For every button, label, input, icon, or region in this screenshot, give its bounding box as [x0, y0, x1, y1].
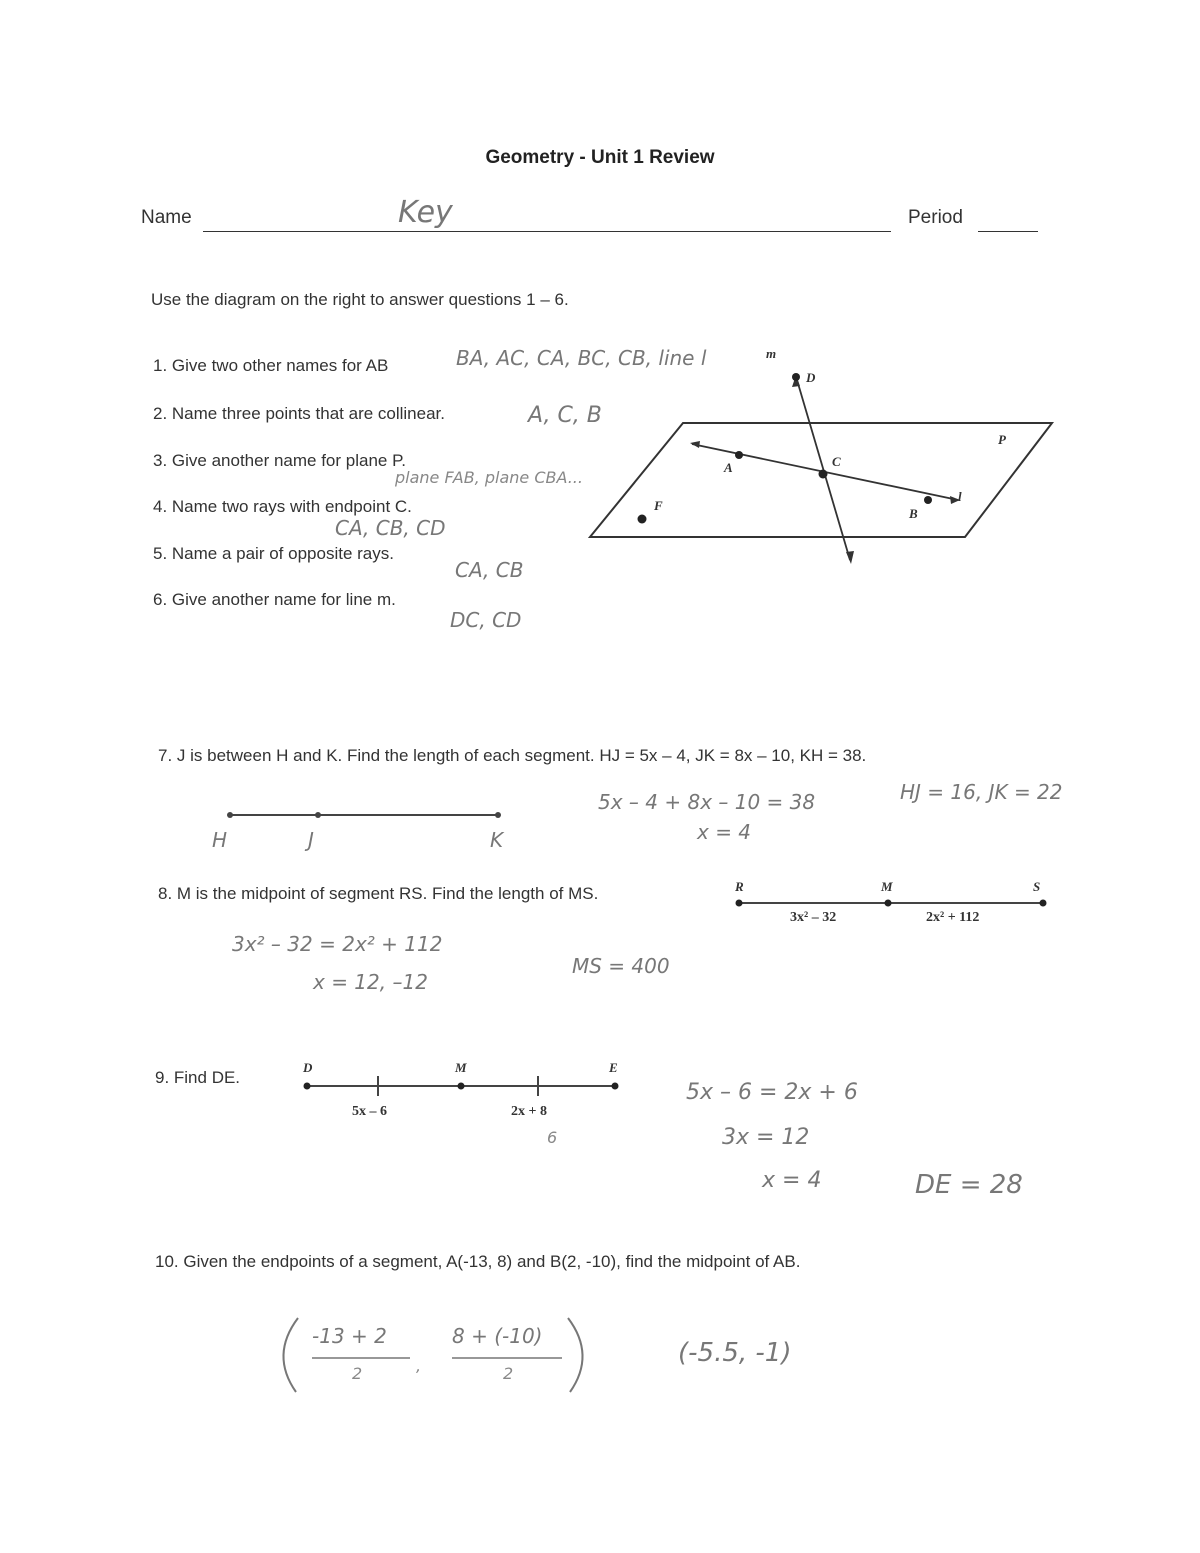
answer-3: plane FAB, plane CBA... [395, 468, 583, 487]
question-4: 4. Name two rays with endpoint C. [153, 497, 412, 516]
question-2: 2. Name three points that are collinear. [153, 404, 445, 423]
q8-label-r: R [735, 879, 744, 894]
answer-2: A, C, B [528, 403, 602, 428]
question-6: 6. Give another name for line m. [153, 590, 396, 609]
q7-answer: HJ = 16, JK = 22 [900, 780, 1063, 804]
question-9: 9. Find DE. [155, 1068, 241, 1087]
period-label: Period [908, 207, 963, 228]
q7-work-2: x = 4 [697, 820, 752, 844]
label-p: P [998, 432, 1006, 447]
q8-label-s: S [1033, 879, 1041, 894]
q10-den-1: 2 [352, 1364, 363, 1383]
q9-expr-me: 2x + 8 [511, 1104, 547, 1119]
q9-expr-dm: 5x – 6 [352, 1104, 387, 1119]
name-label: Name [141, 207, 192, 228]
q9-label-m: M [455, 1060, 467, 1075]
question-3: 3. Give another name for plane P. [153, 451, 406, 470]
section1-instruction: Use the diagram on the right to answer questions 1 – 6. [151, 290, 569, 309]
q8-expr-rm: 3x² – 32 [790, 910, 837, 925]
q10-comma: , [416, 1356, 422, 1375]
page-title: Geometry - Unit 1 Review [485, 147, 715, 168]
q8-work-1: 3x² – 32 = 2x² + 112 [232, 932, 443, 956]
question-1: 1. Give two other names for AB [153, 356, 389, 375]
answer-6: DC, CD [450, 608, 522, 632]
q8-label-m: M [881, 879, 893, 894]
q7-label-j: J [308, 828, 314, 852]
q10-den-2: 2 [503, 1364, 514, 1383]
q8-expr-ms: 2x² + 112 [926, 910, 980, 925]
q9-label-e: E [609, 1060, 618, 1075]
q9-work-1: 5x – 6 = 2x + 6 [686, 1080, 858, 1105]
label-m: m [766, 346, 777, 361]
q8-answer: MS = 400 [572, 954, 670, 978]
q9-label-d: D [303, 1060, 313, 1075]
name-value: Key [398, 195, 453, 230]
label-l: l [958, 489, 962, 504]
q10-num-1: -13 + 2 [312, 1324, 387, 1348]
q9-work-2: 3x = 12 [722, 1125, 810, 1150]
q7-label-h: H [212, 828, 228, 852]
label-d: D [806, 370, 816, 385]
label-b: B [909, 506, 918, 521]
question-8: 8. M is the midpoint of segment RS. Find the length of MS. [158, 884, 599, 903]
q10-answer: (-5.5, -1) [678, 1338, 792, 1368]
q10-left-paren [283, 1318, 298, 1392]
q10-right-paren [568, 1318, 583, 1392]
q8-work-2: x = 12, –12 [313, 970, 428, 994]
label-a: A [724, 460, 733, 475]
label-f: F [654, 498, 663, 513]
answer-5: CA, CB [455, 558, 524, 582]
question-10: 10. Given the endpoints of a segment, A(-13, 8) and B(2, -10), find the midpoint of AB. [155, 1252, 801, 1271]
q9-correction: 6 [547, 1128, 558, 1147]
answer-1: BA, AC, CA, BC, CB, line l [456, 346, 707, 370]
label-c: C [832, 454, 841, 469]
q7-label-k: K [490, 828, 504, 852]
q9-answer: DE = 28 [915, 1170, 1023, 1200]
q7-work-1: 5x – 4 + 8x – 10 = 38 [598, 790, 816, 814]
answer-4: CA, CB, CD [335, 516, 446, 540]
question-7: 7. J is between H and K. Find the length of each segment. HJ = 5x – 4, JK = 8x – 10, KH = 38. [158, 746, 867, 765]
q9-work-3: x = 4 [762, 1168, 822, 1193]
question-5: 5. Name a pair of opposite rays. [153, 544, 394, 563]
q10-num-2: 8 + (-10) [452, 1324, 543, 1348]
